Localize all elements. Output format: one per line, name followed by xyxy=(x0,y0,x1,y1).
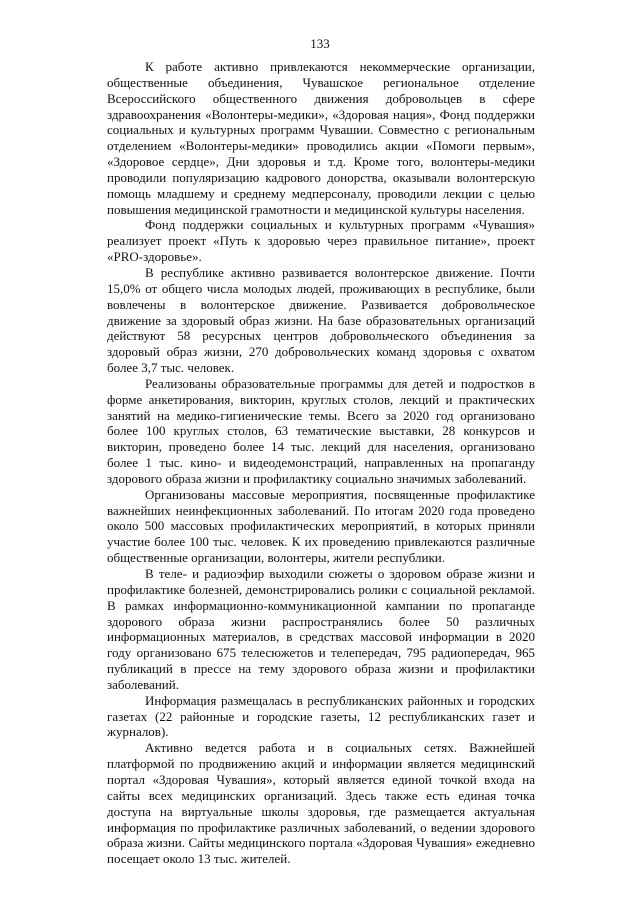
page-number: 133 xyxy=(310,36,330,51)
paragraph-educational-programs: Реализованы образовательные программы для детей и подростков в форме анкетирования, викторин, круглых столов, лекций и практических занятий на медико-гигиенические темы. Всего за 2020 год организовано более 100 круглых столов, 63 тематические выставки, 28 конкурсов и викторин, проведено более 14 тыс. лекций для населения, организовано более 1 тыс. кино- и видеодемонстраций, направленных на пропаганду здорового образа жизни и профилактику социально значимых заболеваний. xyxy=(107,375,535,486)
paragraph-newspapers: Информация размещалась в республиканских районных и городских газетах (22 районные и городские газеты, 12 республиканских газет и журналов). xyxy=(107,692,535,740)
paragraph-mass-events: Организованы массовые мероприятия, посвященные профилактике важнейших неинфекционных заболеваний. По итогам 2020 года проведено около 500 массовых профилактических мероприятий, в которых приняли участие более 100 тыс. человек. К их проведению привлекаются различные общественные организации, волонтеры, жители республики. xyxy=(107,486,535,566)
paragraph-chuvashia-fund: Фонд поддержки социальных и культурных программ «Чувашия» реализует проект «Путь к здоровью через правильное питание», проект «PRO-здоровье». xyxy=(107,217,535,265)
body-text xyxy=(107,59,535,867)
paragraph-volunteer-movement: В республике активно развивается волонтерское движение. Почти 15,0% от общего числа молодых людей, проживающих в республике, были вовлечены в волонтерское движение. Развивается добровольческое движение за здоровый образ жизни. На базе образовательных организаций действуют 58 ресурсных центров добровольческого объединения за здоровый образ жизни, 270 добровольческих команд здоровья с охватом более 3,7 тыс. человек. xyxy=(107,264,535,376)
paragraph-volunteer-organizations: К работе активно привлекаются некоммерческие организации, общественные объединения, Чувашское региональное отделение Всероссийского общественного движения добровольцев в сфере здравоохранения «Волонтеры-медики», «Здоровая нация», Фонд поддержки социальных и культурных программ Чувашии. Совместно с региональным отделением «Волонтеры-медики» проводились акции «Помоги первым», «Здоровое сердце», Дни здоровья и т.д. Кроме того, волонтеры-медики проводили популяризацию кадрового донорства, оказывали волонтерскую помощь младшему и среднему медперсоналу, проводили лекции с целью повышения медицинской грамотности и медицинской культуры населения. xyxy=(107,59,535,217)
paragraph-social-networks: Активно ведется работа и в социальных сетях. Важнейшей платформой по продвижению акций и информации является медицинский портал «Здоровая Чувашия», который является единой точкой входа на сайты всех медицинских организаций. Здесь также есть единая точка доступа на виртуальные школы здоровья, где размещается актуальная информация по профилактике различных заболеваний, о ведении здорового образа жизни. Сайты медицинского портала «Здоровая Чувашия» ежедневно посещает около 13 тыс. жителей. xyxy=(107,740,535,867)
paragraph-media-campaign: В теле- и радиоэфир выходили сюжеты о здоровом образе жизни и профилактике болезней, демонстрировались ролики с социальной рекламой. В рамках информационно-коммуникационной кампании по пропаганде здорового образа жизни распространялись более 50 различных информационных материалов, в средствах массовой информации в 2020 году организовано 675 телесюжетов и телепередач, 795 радиопередач, 965 публикаций в прессе на тему здорового образа жизни и профилактики заболеваний. xyxy=(107,566,535,692)
